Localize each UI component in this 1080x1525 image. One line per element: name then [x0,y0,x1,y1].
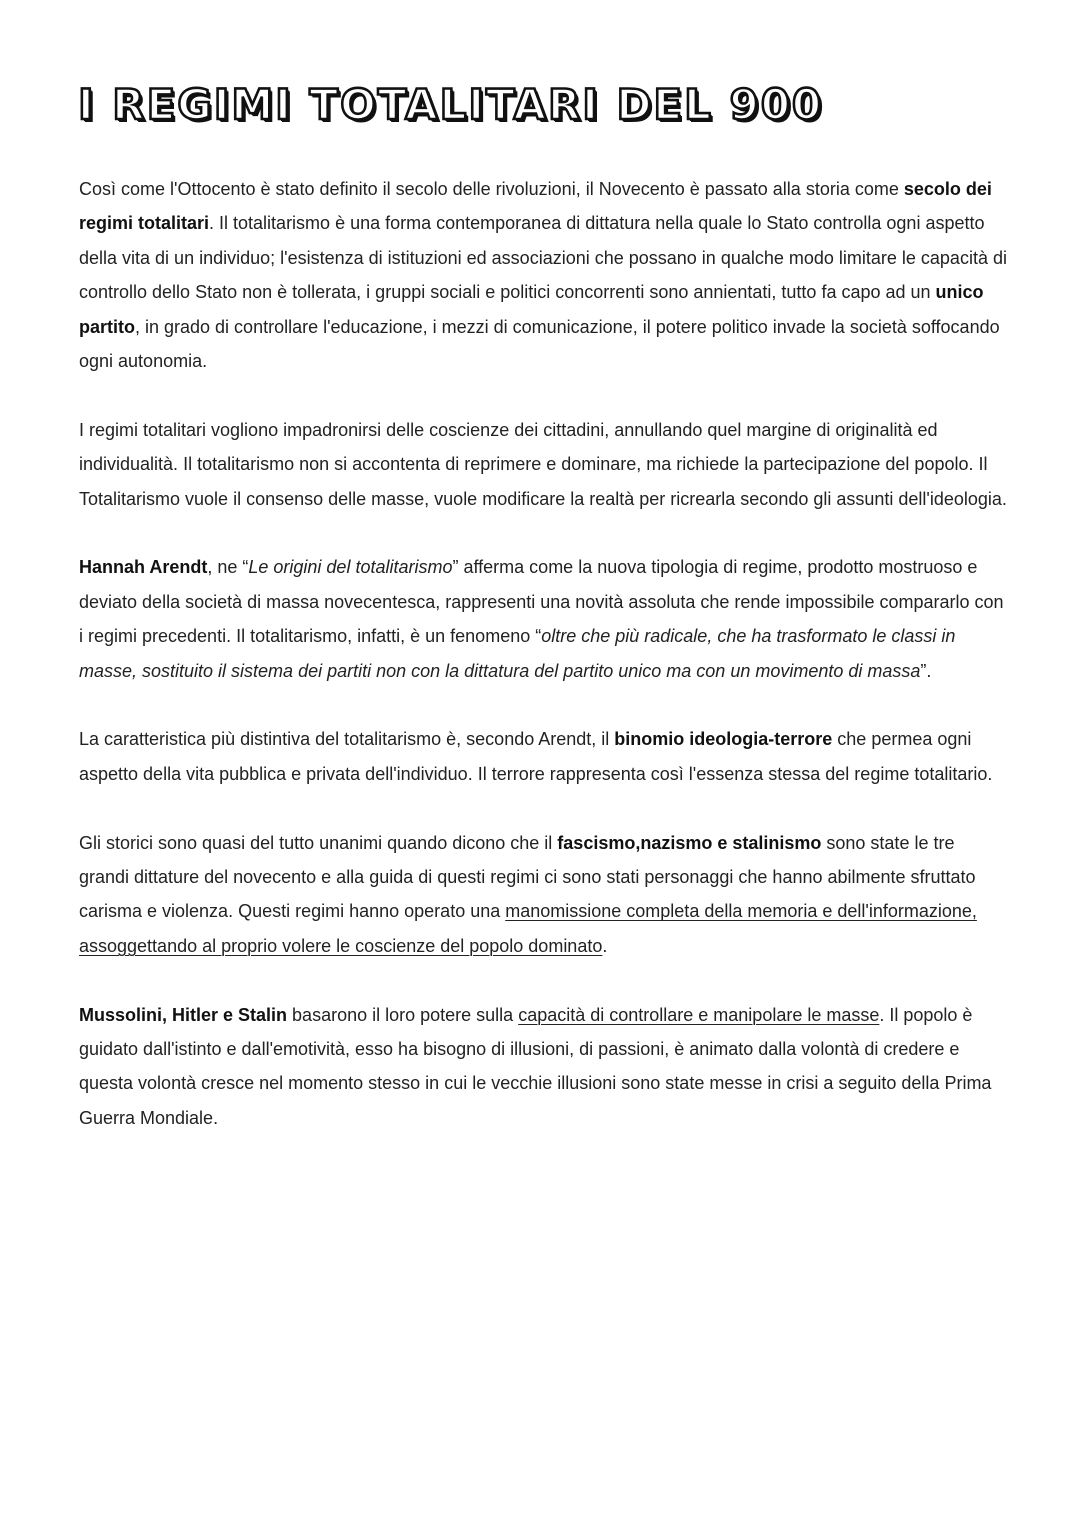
text-run: , in grado di controllare l'educazione, i mezzi di comunicazione, il potere politico invade la società soffocando ogni autonomia. [79,316,1000,372]
text-run: Così come l'Ottocento è stato definito il secolo delle rivoluzioni, il Novecento è passato alla storia come [79,179,904,199]
underlined-phrase: capacità di controllare e manipolare le masse [518,1004,880,1025]
paragraph-4 [79,722,1009,791]
paragraph-2 [79,413,1009,516]
text-run: . [602,935,608,956]
bold-phrase: Mussolini, Hitler e Stalin [79,1004,288,1025]
paragraph-1 [79,172,1009,378]
italic-book-title: Le origini del totalitarismo [248,557,453,578]
bold-phrase: unico partito [79,282,984,337]
text-run: basarono il loro potere sulla [287,1004,519,1025]
document-body [79,172,1009,1170]
text-run: I regimi totalitari vogliono impadronirsi delle coscienze dei cittadini, annullando quel margine di originalità ed individualità. Il totalitarismo non si accontenta di reprimere e dominare, ma richiede la partecipazione del popolo. Il Totalitarismo vuole il consenso delle masse, vuole modificare la realtà per ricrearla secondo gli assunti dell'ideologia. [79,419,1007,509]
text-run: La caratteristica più distintiva del totalitarismo è, secondo Arendt, il [79,729,615,750]
text-run: sono state le tre grandi dittature del novecento e alla guida di questi regimi ci sono stati personaggi che hanno abilmente sfruttato carisma e violenza. Questi regimi hanno operato una [79,832,976,922]
paragraph-3 [79,550,1009,688]
text-run: che permea ogni aspetto della vita pubblica e privata dell'individuo. Il terrore rappresenta così l'essenza stessa del regime totalitario. [79,729,993,784]
text-run: Gli storici sono quasi del tutto unanimi quando dicono che il [79,832,558,853]
bold-phrase: binomio ideologia-terrore [614,729,833,750]
paragraph-6 [79,998,1009,1136]
bold-phrase: Hannah Arendt [79,557,208,578]
text-run: . Il popolo è guidato dall'istinto e dall'emotività, esso ha bisogno di illusioni, di passioni, è animato dalla volontà di credere e questa volontà cresce nel momento stesso in cui le vecchie illusioni sono state messe in crisi a seguito della Prima Guerra Mondiale. [79,1004,992,1128]
italic-quote: oltre che più radicale, che ha trasformato le classi in masse, sostituito il sistema dei partiti non con la dittatura del partito unico ma con un movimento di massa [79,626,956,681]
bold-phrase: secolo dei regimi totalitari [79,179,992,234]
text-run: . Il totalitarismo è una forma contemporanea di dittatura nella quale lo Stato controlla ogni aspetto della vita di un individuo; l'esistenza di istituzioni ed associazioni che possano in qualche modo limitare le capacità di controllo dello Stato non è tollerata, i gruppi sociali e politici concorrenti sono annientati, tutto fa capo ad un [79,213,1007,303]
page-title: I REGIMI TOTALITARI DEL 900 [78,80,824,129]
bold-phrase: fascismo,nazismo e stalinismo [557,832,822,853]
underlined-phrase: manomissione completa della memoria e dell'informazione, assoggettando al proprio volere le coscienze del popolo dominato [79,901,977,956]
text-run: , ne “ [207,557,249,578]
text-run: ” afferma come la nuova tipologia di regime, prodotto mostruoso e deviato della società di massa novecentesca, rappresenti una novità assoluta che rende impossibile compararlo con i regimi precedenti. Il totalitarismo, infatti, è un fenomeno “ [79,557,1004,647]
text-run: ”. [920,660,932,681]
paragraph-5 [79,826,1009,964]
